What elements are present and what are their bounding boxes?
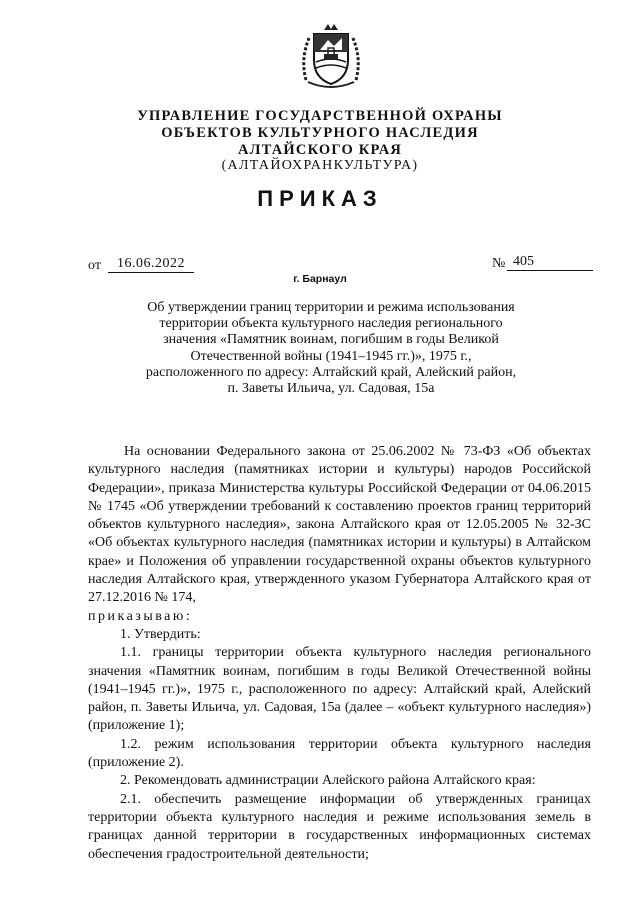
subject-line: Об утверждении границ территории и режима использования xyxy=(147,300,515,315)
organization-name-line1: УПРАВЛЕНИЕ ГОСУДАРСТВЕННОЙ ОХРАНЫ xyxy=(137,108,503,124)
organization-name-line3: АЛТАЙСКОГО КРАЯ xyxy=(237,142,403,158)
item-2-1: 2.1. обеспечить размещение информации об утвержденных границах территории объекта культурного наследия и режиме использования земель в границах данной территории в государственных информационных системах обеспечения градостроительной деятельности; xyxy=(88,791,591,862)
subject-line: территории объекта культурного наследия регионального xyxy=(159,316,503,332)
number-label: № xyxy=(492,256,506,271)
document-title: ПРИКАЗ xyxy=(257,186,383,211)
date-label: от xyxy=(88,258,101,273)
document-date: 16.06.2022 xyxy=(108,256,194,273)
item-2: 2. Рекомендовать администрации Алейского района Алтайского края: xyxy=(120,773,536,789)
subject-line: значения «Памятник воинам, погибшим в годы Великой xyxy=(163,332,499,348)
subject-line: п. Заветы Ильича, ул. Садовая, 15а xyxy=(227,381,435,397)
organization-short-name: (АЛТАЙОХРАНКУЛЬТУРА) xyxy=(221,158,419,173)
subject-line: расположенного по адресу: Алтайский край, Алейский район, xyxy=(145,364,517,380)
item-1-1: 1.1. границы территории объекта культурного наследия регионального значения «Памятник воинам, погибшим в годы Великой Отечественной войны (1941–1945 гг.)», 1975 г., расположенного по адресу: Алтайский край, Алейский район, п. Заветы Ильича, ул. Садовая, 15а (далее – «объект культурного наследия») (приложение 1); xyxy=(88,645,591,734)
preamble-paragraph: На основании Федерального закона от 25.06.2002 № 73-ФЗ «Об объектах культурного наследия (памятниках истории и культуры) народов Российской Федерации», приказа Министерства культуры Российской Федерации от 04.06.2015 № 1745 «Об утверждении требований к составлению проектов границ территорий объектов культурного наследия», закона Алтайского края от 12.05.2005 № 32-ЗС «Об объектах культурного наследия (памятниках истории и культуры) в Алтайском крае» и Положения об управлении государственной охраны объектов культурного наследия Алтайского края, утвержденного указом Губернатора Алтайского края от 27.12.2016 № 174, xyxy=(88,444,591,606)
coat-of-arms-emblem xyxy=(298,22,364,94)
subject-line: Отечественной войны (1941–1945 гг.)», 1975 г., xyxy=(190,348,472,364)
item-1-2: 1.2. режим использования территории объекта культурного наследия (приложение 2). xyxy=(88,736,591,771)
order-subject xyxy=(120,300,542,397)
item-1: 1. Утвердить: xyxy=(120,626,201,642)
document-number: 405 xyxy=(507,254,593,271)
organization-name-line2: ОБЪЕКТОВ КУЛЬТУРНОГО НАСЛЕДИЯ xyxy=(161,125,479,141)
order-word: приказываю: xyxy=(88,608,193,624)
city: г. Барнаул xyxy=(293,273,347,285)
order-body xyxy=(88,443,591,864)
